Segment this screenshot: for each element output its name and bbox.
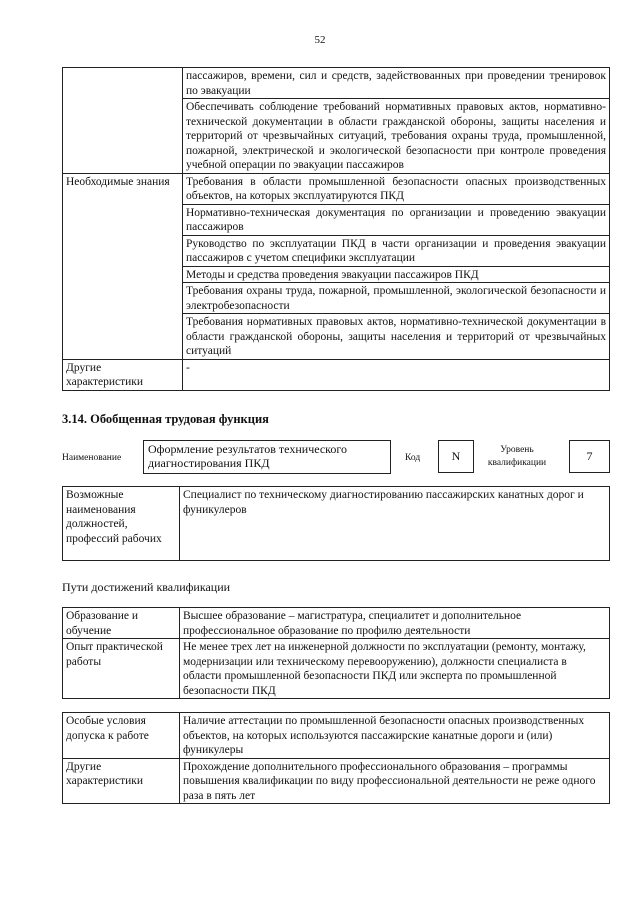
page-number: 52 [314,34,326,46]
positions-table [62,486,610,561]
knowledge-text: Требования нормативных правовых актов, нормативно-технической документации в области гражданской обороны, защиты населения и территорий от чрезвычайных ситуаций [183,314,610,360]
code-box: N [438,440,474,473]
positions-value: Специалист по техническому диагностированию пассажирских канатных дорог и фуникулеров [180,487,610,561]
other-characteristics-label: Другие характеристики [63,758,180,804]
action-text: Обеспечивать соблюдение требований нормативных правовых актов, нормативно-технической документации в области гражданской обороны, защиты населения и территорий от чрезвычайных ситуаций, требования охраны труда, промышленной, пожарной, электрической и экологической безопасности при контроле проведения учебной операции по эвакуации пассажиров [183,99,610,174]
row-label-knowledge: Необходимые знания [63,173,183,359]
education-label: Образование и обучение [63,608,180,639]
knowledge-text: Методы и средства проведения эвакуации пассажиров ПКД [183,266,610,283]
conditions-table [62,712,610,804]
knowledge-text: Требования в области промышленной безопасности опасных производственных объектов, на которых эксплуатируются ПКД [183,173,610,204]
other-text: - [183,359,610,390]
work-function-table [62,67,610,391]
row-label-other: Другие характеристики [63,359,183,390]
paths-title: Пути достижений квалификации [62,580,231,594]
education-table [62,607,610,699]
positions-label: Возможные наименования должностей, профессий рабочих [63,487,180,561]
knowledge-text: Нормативно-техническая документация по организации и проведению эвакуации пассажиров [183,204,610,235]
experience-value: Не менее трех лет на инженерной должности по эксплуатации (ремонту, монтажу, модернизации или техническому перевооружению), должности специалиста в области промышленной безопасности ПКД или эксперта по промышленной безопасности ПКД [180,639,610,699]
experience-label: Опыт практической работы [63,639,180,699]
function-name-box: Оформление результатов технического диагностирования ПКД [143,440,391,474]
admission-label: Особые условия допуска к работе [63,713,180,759]
row-label-continued [63,68,183,174]
knowledge-text: Требования охраны труда, пожарной, промышленной, экологической безопасности и электробезопасности [183,283,610,314]
knowledge-text: Руководство по эксплуатации ПКД в части организации и проведения эвакуации пассажиров с учетом специфики эксплуатации [183,235,610,266]
other-characteristics-value: Прохождение дополнительного профессионального образования – программы повышения квалификации по виду профессиональной деятельности не реже одного раза в пять лет [180,758,610,804]
level-label: Уровень квалификации [487,445,547,468]
level-box: 7 [569,440,610,473]
action-text: пассажиров, времени, сил и средств, задействованных при проведении тренировок по эвакуации [183,68,610,99]
name-label: Наименование [62,453,122,463]
section-title: 3.14. Обобщенная трудовая функция [62,412,269,426]
education-value: Высшее образование – магистратура, специалитет и дополнительное профессиональное образование по профилю деятельности [180,608,610,639]
admission-value: Наличие аттестации по промышленной безопасности опасных производственных объектов, на которых используются пассажирские канатные дороги и (или) фуникулеры [180,713,610,759]
code-label: Код [405,453,421,463]
